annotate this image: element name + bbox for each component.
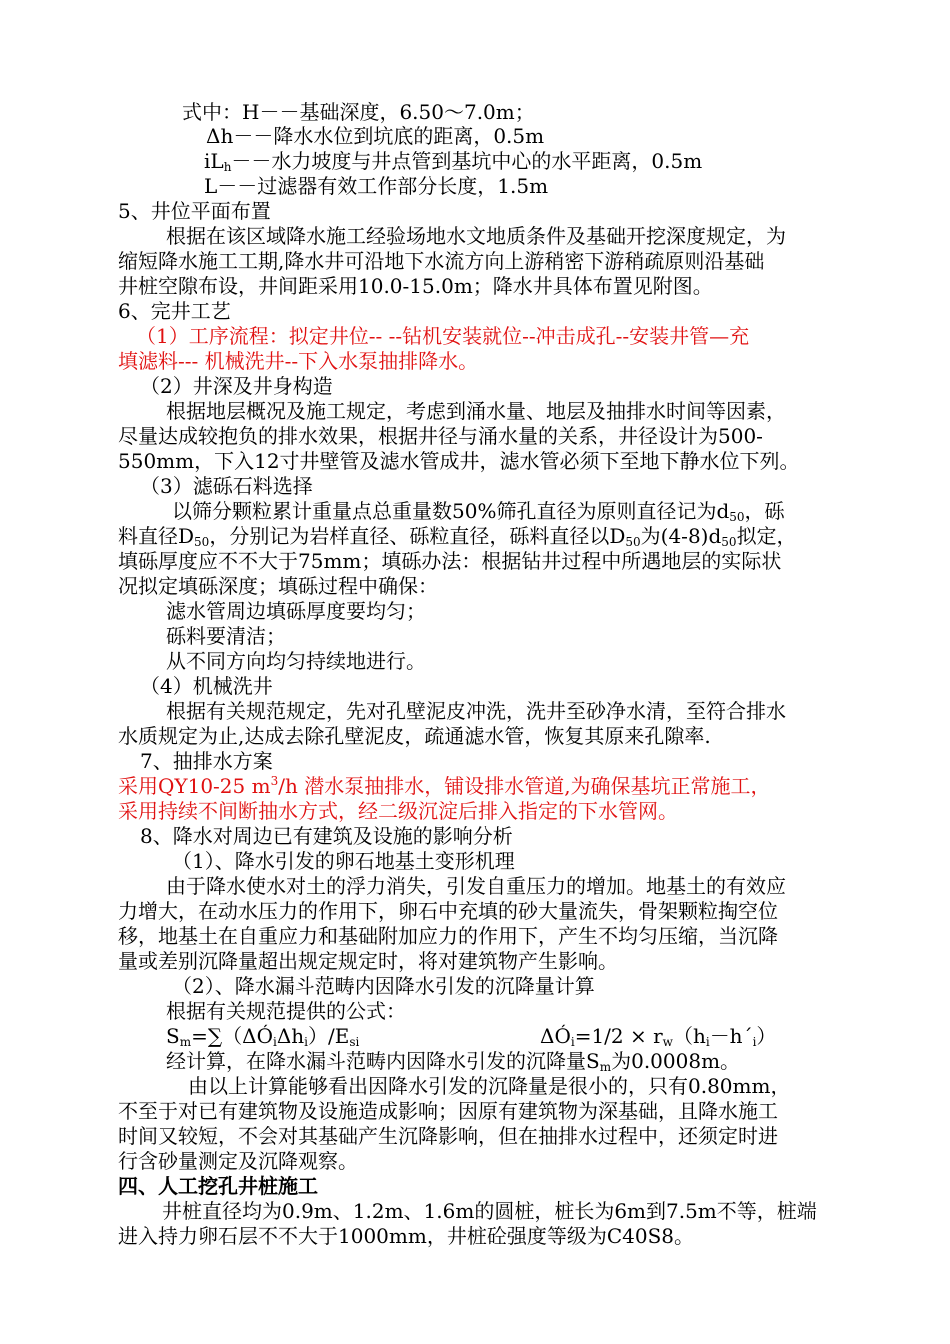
paragraph-line: 缩短降水施工工期,降水井可沿地下水流方向上游稍密下游稍疏原则沿基础 <box>118 249 765 273</box>
stress-formula: $\Delta Ó_i=1/2$ × $r_w(h_i-h´_i)$ <box>540 1024 777 1049</box>
paragraph-line: 料直径$D_{50}$，分别记为岩样直径、砾粒直径，砾料直径以$D_{50}$为$(4-8)d_{50}$拟定， <box>118 524 797 549</box>
process-flow-line: 填滤料--- 机械洗井--下入水泵抽排降水。 <box>118 349 479 373</box>
paragraph-line: 填砾厚度应不不大于75mm；填砾办法：根据钻井过程中所遇地层的实际状 <box>118 549 782 573</box>
subheading-well-depth: （2）井深及井身构造 <box>140 374 333 398</box>
subheading-washing: （4）机械洗井 <box>140 674 273 698</box>
paragraph-line: 尽量达成较抱负的排水效果，根据井径与涌水量的关系，井径设计为500- <box>118 424 763 448</box>
subheading-mechanism: （1）、降水引发的卵石地基土变形机理 <box>172 849 515 873</box>
paragraph-line: 进入持力卵石层不不大于1000mm，井桩砼强度等级为C40S8。 <box>118 1224 695 1248</box>
settlement-formula: $S_m=\sum(\Delta Ó_i\Delta h_i)/E_{si}$ <box>166 1024 360 1049</box>
formula-legend-H: 式中：H－－基础深度，6.50～7.0m； <box>182 100 535 124</box>
list-item: 砾料要清洁； <box>166 624 286 648</box>
paragraph-line: 由以上计算能够看出因降水引发的沉降量是很小的，只有0.80mm， <box>188 1074 791 1098</box>
formula-legend-iL: $iL_h--$水力坡度与井点管到基坑中心的水平距离，0.5m <box>204 149 703 174</box>
section-heading-7: 7、抽排水方案 <box>140 749 273 773</box>
list-item: 从不同方向均匀持续地进行。 <box>166 649 426 673</box>
process-flow-line: （1）工序流程：拟定井位-- --钻机安装就位--冲击成孔--安装井管—充 <box>136 324 750 348</box>
paragraph-line: 井桩直径均为0.9m、1.2m、1.6m的圆桩，桩长为6m到7.5m不等，桩端 <box>162 1199 817 1223</box>
formula-legend-dh: Δh－－降水水位到坑底的距离，0.5m <box>206 124 545 148</box>
section-heading-8: 8、降水对周边已有建筑及设施的影响分析 <box>140 824 513 848</box>
chapter-heading-4: 四、人工挖孔井桩施工 <box>118 1174 318 1198</box>
subheading-settlement: （2）、降水漏斗范畴内因降水引发的沉降量计算 <box>172 974 595 998</box>
paragraph-line: 力增大，在动水压力的作用下，卵石中充填的砂大量流失，骨架颗粒掏空位 <box>118 899 778 923</box>
paragraph-line: 根据地层概况及施工规定，考虑到涌水量、地层及抽排水时间等因素， <box>166 399 786 423</box>
paragraph-line: 移，地基土在自重应力和基础附加应力的作用下，产生不均匀压缩，当沉降 <box>118 924 778 948</box>
paragraph-line: 根据有关规范规定，先对孔壁泥皮冲洗，洗井至砂净水清，至符合排水 <box>166 699 786 723</box>
paragraph-line: 时间又较短，不会对其基础产生沉降影响，但在抽排水过程中，还须定时进 <box>118 1124 778 1148</box>
list-item: 滤水管周边填砾厚度要均匀； <box>166 599 426 623</box>
paragraph-line: 根据有关规范提供的公式： <box>166 999 406 1023</box>
paragraph-line: 550mm，下入12寸井壁管及滤水管成井，滤水管必须下至地下静水位下列。 <box>118 449 800 473</box>
pump-plan-line: 采用QY10-25 $m^3/h$ 潜水泵抽排水，铺设排水管道,为确保基坑正常施工， <box>118 774 771 798</box>
section-heading-5: 5、井位平面布置 <box>118 199 271 223</box>
paragraph-line: 况拟定填砾深度；填砾过程中确保： <box>118 574 438 598</box>
subheading-gravel: （3）滤砾石料选择 <box>140 474 313 498</box>
paragraph-line: 经计算，在降水漏斗范畴内因降水引发的沉降量$S_m$为0.0008m。 <box>166 1049 741 1074</box>
paragraph-line: 行含砂量测定及沉降观察。 <box>118 1149 358 1173</box>
paragraph-line: 不至于对已有建筑物及设施造成影响；因原有建筑物为深基础，且降水施工 <box>118 1099 778 1123</box>
pump-plan-line: 采用持续不间断抽水方式，经二级沉淀后排入指定的下水管网。 <box>118 799 678 823</box>
paragraph-line: 水质规定为止,达成去除孔壁泥皮，疏通滤水管，恢复其原来孔隙率. <box>118 724 711 748</box>
section-heading-6: 6、完井工艺 <box>118 299 231 323</box>
formula-legend-L: L－－过滤器有效工作部分长度，1.5m <box>204 174 549 198</box>
paragraph-line: 根据在该区域降水施工经验场地水文地质条件及基础开挖深度规定，为 <box>166 224 786 248</box>
paragraph-line: 井桩空隙布设，井间距采用10.0-15.0m；降水井具体布置见附图。 <box>118 274 713 298</box>
paragraph-line: 以筛分颗粒累计重量点总重量数50%筛孔直径为原则直径记为$d_{50}$，砾 <box>172 499 785 524</box>
paragraph-line: 量或差别沉降量超出规定规定时，将对建筑物产生影响。 <box>118 949 618 973</box>
paragraph-line: 由于降水使水对土的浮力消失，引发自重压力的增加。地基土的有效应 <box>166 874 786 898</box>
